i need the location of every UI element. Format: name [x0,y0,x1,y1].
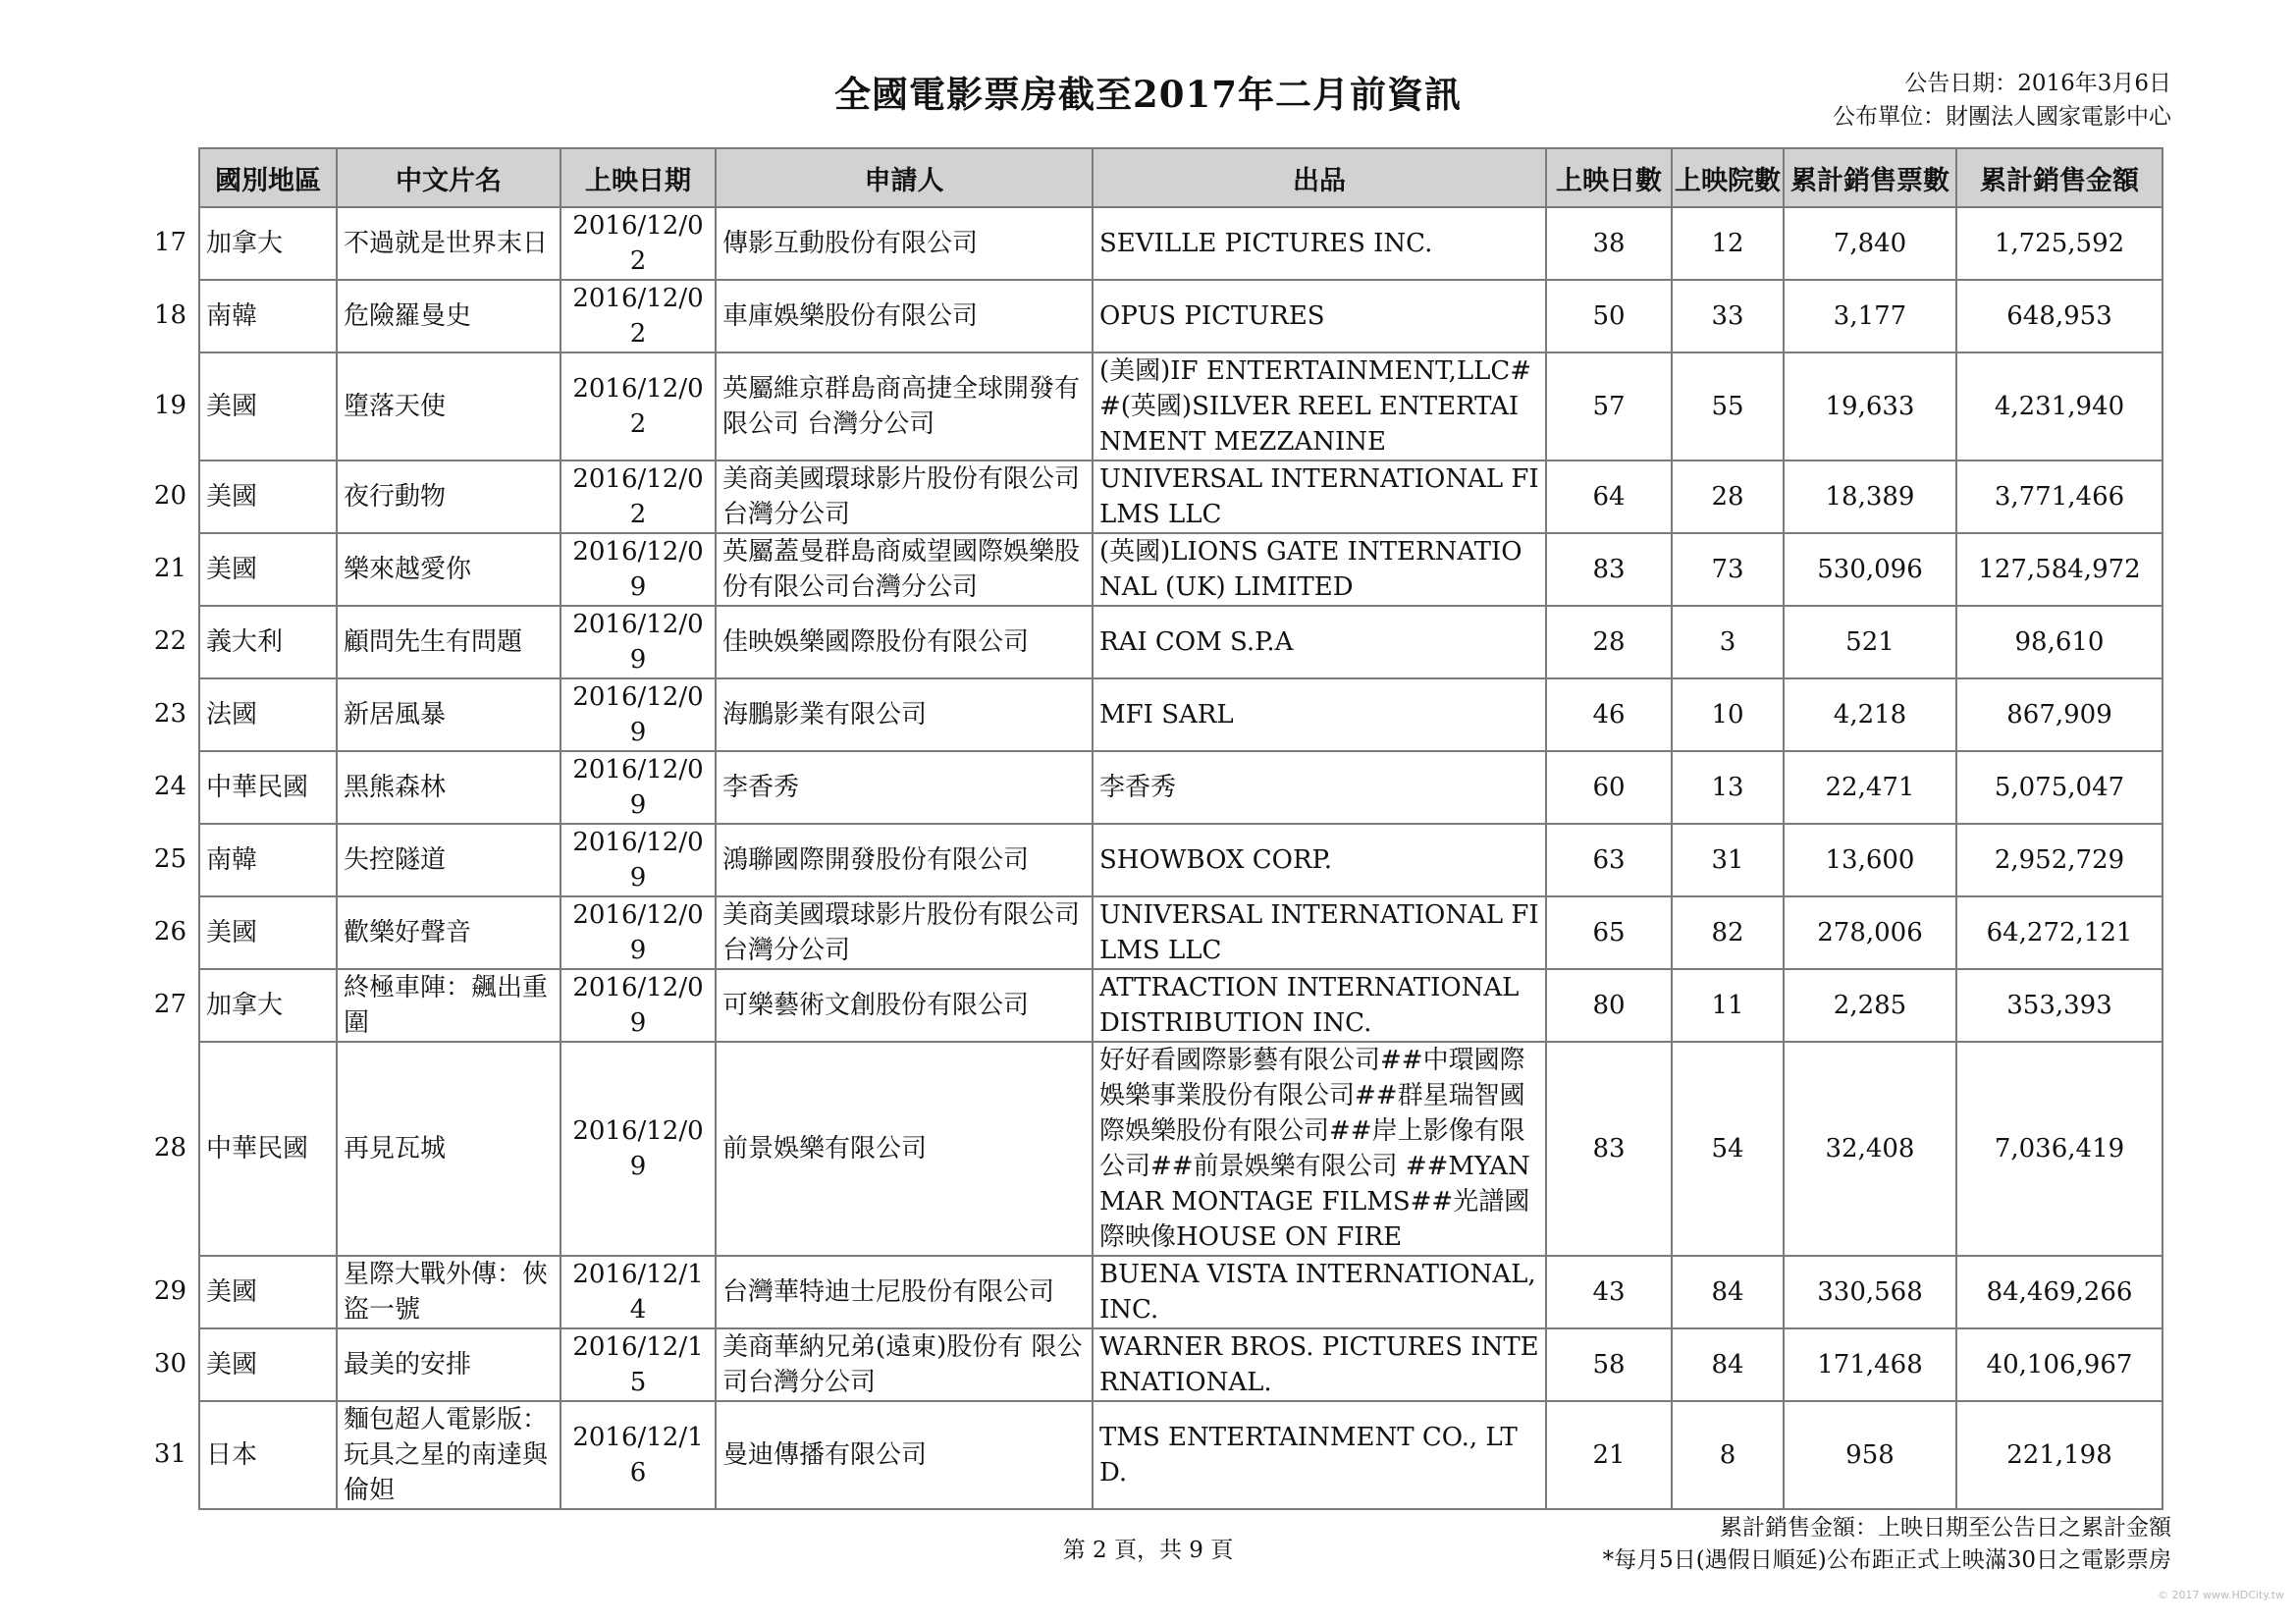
cell-region: 日本 [199,1401,337,1509]
cell-producer: 李香秀 [1093,751,1546,824]
cell-theaters: 54 [1672,1042,1784,1256]
table-row [199,460,2163,533]
cell-theaters: 12 [1672,207,1784,280]
cell-producer: RAI COM S.P.A [1093,606,1546,678]
cell-theaters: 82 [1672,896,1784,969]
cell-title: 危險羅曼史 [337,280,561,352]
cell-revenue: 4,231,940 [1956,352,2163,460]
cell-revenue: 353,393 [1956,969,2163,1042]
cell-applicant: 美商華納兄弟(遠東)股份有 限公司台灣分公司 [716,1328,1093,1401]
cell-applicant: 曼迪傳播有限公司 [716,1401,1093,1509]
cell-date: 2016/12/02 [561,207,716,280]
cell-days: 80 [1546,969,1672,1042]
cell-applicant: 海鵬影業有限公司 [716,678,1093,751]
row-number: 28 [153,1133,187,1163]
cell-region: 加拿大 [199,969,337,1042]
header-row [199,148,2163,207]
cell-theaters: 73 [1672,533,1784,606]
cell-date: 2016/12/15 [561,1328,716,1401]
cell-theaters: 10 [1672,678,1784,751]
cell-theaters: 31 [1672,824,1784,896]
cell-days: 65 [1546,896,1672,969]
cell-applicant: 台灣華特迪士尼股份有限公司 [716,1256,1093,1328]
cell-tickets: 958 [1784,1401,1956,1509]
table-row [199,751,2163,824]
row-number: 31 [153,1439,187,1469]
cell-applicant: 車庫娛樂股份有限公司 [716,280,1093,352]
cell-date: 2016/12/02 [561,280,716,352]
cell-applicant: 李香秀 [716,751,1093,824]
cell-theaters: 28 [1672,460,1784,533]
cell-revenue: 40,106,967 [1956,1328,2163,1401]
table-row [199,606,2163,678]
cell-tickets: 530,096 [1784,533,1956,606]
table-row [199,678,2163,751]
cell-tickets: 22,471 [1784,751,1956,824]
cell-theaters: 3 [1672,606,1784,678]
cell-revenue: 221,198 [1956,1401,2163,1509]
col-header-days: 上映日數 [1546,148,1672,207]
cell-producer: SEVILLE PICTURES INC. [1093,207,1546,280]
cell-revenue: 84,469,266 [1956,1256,2163,1328]
page-title: 全國電影票房截至2017年二月前資訊 [834,73,1462,116]
cell-region: 法國 [199,678,337,751]
row-number: 22 [153,626,187,656]
cell-producer: 好好看國際影藝有限公司##中環國際娛樂事業股份有限公司##群星瑞智國際娛樂股份有限公司##岸上影像有限公司##前景娛樂有限公司 ##MYANMAR MONTAGE FILMS##光譜國際映像HOUSE ON FIRE [1093,1042,1546,1256]
cell-tickets: 3,177 [1784,280,1956,352]
cell-days: 83 [1546,1042,1672,1256]
cell-theaters: 13 [1672,751,1784,824]
cell-days: 38 [1546,207,1672,280]
row-number: 27 [153,990,187,1019]
cell-producer: TMS ENTERTAINMENT CO., LTD. [1093,1401,1546,1509]
col-header-revenue: 累計銷售金額 [1956,148,2163,207]
cell-date: 2016/12/09 [561,606,716,678]
cell-tickets: 4,218 [1784,678,1956,751]
cell-days: 58 [1546,1328,1672,1401]
cell-revenue: 867,909 [1956,678,2163,751]
cell-producer: UNIVERSAL INTERNATIONAL FILMS LLC [1093,460,1546,533]
table-row [199,352,2163,460]
table-row [199,1042,2163,1256]
cell-title: 黑熊森林 [337,751,561,824]
row-number: 24 [153,772,187,801]
cell-tickets: 521 [1784,606,1956,678]
cell-producer: BUENA VISTA INTERNATIONAL,INC. [1093,1256,1546,1328]
cell-days: 21 [1546,1401,1672,1509]
cell-region: 美國 [199,460,337,533]
cell-date: 2016/12/02 [561,460,716,533]
cell-days: 83 [1546,533,1672,606]
cell-applicant: 英屬維京群島商高捷全球開發有限公司 台灣分公司 [716,352,1093,460]
cell-date: 2016/12/16 [561,1401,716,1509]
cell-theaters: 55 [1672,352,1784,460]
cell-region: 義大利 [199,606,337,678]
cell-tickets: 2,285 [1784,969,1956,1042]
cell-title: 最美的安排 [337,1328,561,1401]
cell-tickets: 19,633 [1784,352,1956,460]
cell-days: 64 [1546,460,1672,533]
cell-applicant: 美商美國環球影片股份有限公司台灣分公司 [716,460,1093,533]
row-number: 23 [153,699,187,729]
cell-title: 再見瓦城 [337,1042,561,1256]
table-row [199,824,2163,896]
row-number: 19 [153,391,187,420]
cell-producer: ATTRACTION INTERNATIONAL DISTRIBUTION INC. [1093,969,1546,1042]
row-number: 30 [153,1349,187,1379]
cell-revenue: 3,771,466 [1956,460,2163,533]
cell-days: 57 [1546,352,1672,460]
cell-title: 終極車陣：飆出重圍 [337,969,561,1042]
cell-region: 南韓 [199,280,337,352]
col-header-tickets: 累計銷售票數 [1784,148,1956,207]
cell-revenue: 7,036,419 [1956,1042,2163,1256]
cell-revenue: 2,952,729 [1956,824,2163,896]
cell-revenue: 98,610 [1956,606,2163,678]
cell-applicant: 鴻聯國際開發股份有限公司 [716,824,1093,896]
cell-region: 美國 [199,533,337,606]
cell-region: 美國 [199,1328,337,1401]
cell-date: 2016/12/09 [561,824,716,896]
cell-tickets: 7,840 [1784,207,1956,280]
table-row [199,1256,2163,1328]
cell-tickets: 330,568 [1784,1256,1956,1328]
cell-producer: (美國)IF ENTERTAINMENT,LLC##(英國)SILVER REEL ENTERTAINMENT MEZZANINE [1093,352,1546,460]
cell-title: 顧問先生有問題 [337,606,561,678]
cell-date: 2016/12/09 [561,1042,716,1256]
table-row [199,1401,2163,1509]
cell-title: 麵包超人電影版：玩具之星的南達與倫妲 [337,1401,561,1509]
col-header-title: 中文片名 [337,148,561,207]
cell-tickets: 13,600 [1784,824,1956,896]
cell-applicant: 美商美國環球影片股份有限公司台灣分公司 [716,896,1093,969]
col-header-date: 上映日期 [561,148,716,207]
cell-days: 60 [1546,751,1672,824]
row-number: 29 [153,1276,187,1306]
cell-applicant: 可樂藝術文創股份有限公司 [716,969,1093,1042]
cell-producer: MFI SARL [1093,678,1546,751]
cell-theaters: 84 [1672,1328,1784,1401]
cell-tickets: 278,006 [1784,896,1956,969]
cell-days: 28 [1546,606,1672,678]
announce-date: 公告日期：2016年3月6日 [1904,71,2171,96]
table-row [199,207,2163,280]
watermark: © 2017 www.HDCity.tw [2157,1589,2284,1601]
row-number: 18 [153,300,187,330]
col-header-applicant: 申請人 [716,148,1093,207]
row-number: 21 [153,554,187,583]
cell-revenue: 64,272,121 [1956,896,2163,969]
col-header-producer: 出品 [1093,148,1546,207]
cell-revenue: 648,953 [1956,280,2163,352]
box-office-table [198,147,2163,1510]
cell-date: 2016/12/02 [561,352,716,460]
cell-date: 2016/12/14 [561,1256,716,1328]
cell-date: 2016/12/09 [561,533,716,606]
cell-title: 樂來越愛你 [337,533,561,606]
cell-days: 50 [1546,280,1672,352]
page-indicator: 第 2 頁，共 9 頁 [1062,1538,1234,1563]
cell-title: 墮落天使 [337,352,561,460]
table-row [199,533,2163,606]
cell-region: 加拿大 [199,207,337,280]
cell-producer: WARNER BROS. PICTURES INTERNATIONAL. [1093,1328,1546,1401]
footnote-schedule: *每月5日(遇假日順延)公布距正式上映滿30日之電影票房 [1602,1547,2171,1573]
cell-tickets: 171,468 [1784,1328,1956,1401]
cell-title: 星際大戰外傳：俠盜一號 [337,1256,561,1328]
cell-producer: (英國)LIONS GATE INTERNATIONAL (UK) LIMITED [1093,533,1546,606]
cell-applicant: 佳映娛樂國際股份有限公司 [716,606,1093,678]
col-header-theaters: 上映院數 [1672,148,1784,207]
table-row [199,1328,2163,1401]
cell-producer: OPUS PICTURES [1093,280,1546,352]
cell-title: 失控隧道 [337,824,561,896]
cell-date: 2016/12/09 [561,678,716,751]
cell-title: 新居風暴 [337,678,561,751]
publisher: 公布單位：財團法人國家電影中心 [1833,104,2171,130]
cell-days: 46 [1546,678,1672,751]
cell-region: 美國 [199,352,337,460]
cell-theaters: 11 [1672,969,1784,1042]
cell-date: 2016/12/09 [561,751,716,824]
cell-theaters: 33 [1672,280,1784,352]
cell-revenue: 127,584,972 [1956,533,2163,606]
cell-region: 中華民國 [199,1042,337,1256]
row-number: 20 [153,481,187,511]
row-number: 26 [153,917,187,947]
cell-producer: SHOWBOX CORP. [1093,824,1546,896]
cell-tickets: 32,408 [1784,1042,1956,1256]
row-number: 25 [153,844,187,874]
table-row [199,969,2163,1042]
cell-revenue: 1,725,592 [1956,207,2163,280]
cell-title: 歡樂好聲音 [337,896,561,969]
cell-date: 2016/12/09 [561,896,716,969]
cell-region: 南韓 [199,824,337,896]
cell-region: 美國 [199,1256,337,1328]
cell-region: 中華民國 [199,751,337,824]
cell-title: 夜行動物 [337,460,561,533]
table-body [199,207,2163,1509]
cell-applicant: 前景娛樂有限公司 [716,1042,1093,1256]
cell-theaters: 8 [1672,1401,1784,1509]
table-row [199,896,2163,969]
cell-date: 2016/12/09 [561,969,716,1042]
cell-tickets: 18,389 [1784,460,1956,533]
cell-days: 63 [1546,824,1672,896]
cell-title: 不過就是世界末日 [337,207,561,280]
cell-revenue: 5,075,047 [1956,751,2163,824]
cell-days: 43 [1546,1256,1672,1328]
cell-theaters: 84 [1672,1256,1784,1328]
table-row [199,280,2163,352]
footnote-revenue: 累計銷售金額：上映日期至公告日之累計金額 [1720,1515,2171,1541]
cell-producer: UNIVERSAL INTERNATIONAL FILMS LLC [1093,896,1546,969]
cell-applicant: 英屬蓋曼群島商威望國際娛樂股份有限公司台灣分公司 [716,533,1093,606]
cell-applicant: 傳影互動股份有限公司 [716,207,1093,280]
row-number: 17 [153,228,187,257]
cell-region: 美國 [199,896,337,969]
col-header-region: 國別地區 [199,148,337,207]
